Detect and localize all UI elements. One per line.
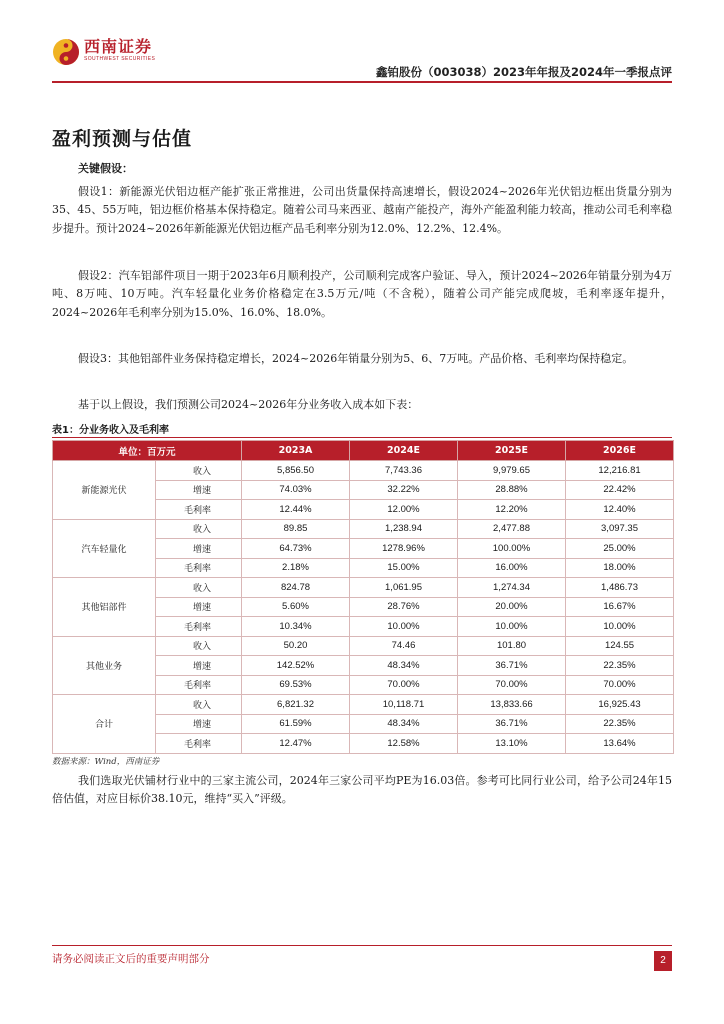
table-cell: 22.35% (566, 656, 674, 676)
table-cell: 28.76% (350, 597, 458, 617)
table-cell: 7,743.36 (350, 461, 458, 481)
metric-label: 增速 (156, 480, 242, 500)
table-row (53, 695, 674, 715)
table-cell: 124.55 (566, 636, 674, 656)
table-row (53, 461, 674, 481)
metric-label: 毛利率 (156, 500, 242, 520)
table-cell: 12.40% (566, 500, 674, 520)
table-row (53, 519, 674, 539)
table-row (53, 636, 674, 656)
header-divider (52, 81, 672, 83)
table-cell: 32.22% (350, 480, 458, 500)
segment-name: 合计 (53, 695, 156, 754)
metric-label: 收入 (156, 636, 242, 656)
metric-label: 增速 (156, 597, 242, 617)
table-cell: 13.10% (458, 734, 566, 754)
table-cell: 48.34% (350, 714, 458, 734)
logo-emblem-icon (52, 38, 80, 66)
table-cell: 18.00% (566, 558, 674, 578)
logo-english-name: SOUTHWEST SECURITIES (84, 56, 156, 62)
table-cell: 3,097.35 (566, 519, 674, 539)
table-cell: 9,979.65 (458, 461, 566, 481)
table-cell: 6,821.32 (242, 695, 350, 715)
table-cell: 5,856.50 (242, 461, 350, 481)
metric-label: 增速 (156, 714, 242, 734)
table-cell: 10,118.71 (350, 695, 458, 715)
column-header: 2026E (566, 441, 674, 461)
assumption-2-paragraph: 假设2：汽车铝部件项目一期于2023年6月顺利投产，公司顺利完成客户验证、导入，预计2024~2026年销量分别为4万吨、8万吨、10万吨。汽车轻量化业务价格稳定在3.5万元/吨（不含税），随着公司产能完成爬坡，毛利率逐年提升，2024~2026年毛利率分别为15.0%、16.0%、18.0%。 (52, 269, 672, 319)
column-header: 2023A (242, 441, 350, 461)
table-cell: 142.52% (242, 656, 350, 676)
table-cell: 12,216.81 (566, 461, 674, 481)
table-cell: 101.80 (458, 636, 566, 656)
metric-label: 增速 (156, 656, 242, 676)
table-cell: 12.00% (350, 500, 458, 520)
metric-label: 毛利率 (156, 558, 242, 578)
table-cell: 824.78 (242, 578, 350, 598)
table-cell: 36.71% (458, 656, 566, 676)
table-cell: 70.00% (350, 675, 458, 695)
table-cell: 48.34% (350, 656, 458, 676)
table-cell: 12.44% (242, 500, 350, 520)
page-number: 2 (654, 951, 672, 971)
table-cell: 1,486.73 (566, 578, 674, 598)
table-cell: 100.00% (458, 539, 566, 559)
metric-label: 收入 (156, 461, 242, 481)
table-title: 表1：分业务收入及毛利率 (52, 425, 169, 436)
report-title: 鑫铂股份（003038）2023年年报及2024年一季报点评 (375, 65, 672, 79)
table-cell: 12.20% (458, 500, 566, 520)
table-cell: 13,833.66 (458, 695, 566, 715)
metric-label: 收入 (156, 578, 242, 598)
table-cell: 74.46 (350, 636, 458, 656)
table-cell: 74.03% (242, 480, 350, 500)
metric-label: 毛利率 (156, 617, 242, 637)
assumption-3-paragraph: 假设3：其他铝部件业务保持稳定增长，2024~2026年销量分别为5、6、7万吨。产品价格、毛利率均保持稳定。 (78, 352, 634, 365)
section-title: 盈利预测与估值 (52, 128, 193, 150)
metric-label: 增速 (156, 539, 242, 559)
table-cell: 1,238.94 (350, 519, 458, 539)
table-cell: 12.47% (242, 734, 350, 754)
table-header-row (53, 441, 674, 461)
table-cell: 5.60% (242, 597, 350, 617)
unit-header: 单位：百万元 (53, 441, 242, 461)
table-cell: 12.58% (350, 734, 458, 754)
footer-disclaimer: 请务必阅读正文后的重要声明部分 (52, 953, 210, 965)
table-cell: 22.35% (566, 714, 674, 734)
table-cell: 2.18% (242, 558, 350, 578)
table-cell: 15.00% (350, 558, 458, 578)
table-cell: 36.71% (458, 714, 566, 734)
table-cell: 69.53% (242, 675, 350, 695)
table-cell: 28.88% (458, 480, 566, 500)
table-cell: 1278.96% (350, 539, 458, 559)
table-cell: 64.73% (242, 539, 350, 559)
table-cell: 13.64% (566, 734, 674, 754)
segment-name: 其他业务 (53, 636, 156, 695)
table-cell: 16,925.43 (566, 695, 674, 715)
page-header (52, 38, 672, 82)
table-cell: 22.42% (566, 480, 674, 500)
table-cell: 1,274.34 (458, 578, 566, 598)
column-header: 2024E (350, 441, 458, 461)
assumption-1-paragraph: 假设1：新能源光伏铝边框产能扩张正常推进，公司出货量保持高速增长，假设2024~2026年光伏铝边框出货量分别为35、45、55万吨，铝边框价格基本保持稳定。随着公司马来西亚、越南产能投产，海外产能盈利能力较高，推动公司毛利率稳步提升。预计2024~2026年新能源光伏铝边框产品毛利率分别为12.0%、12.2%、12.4%。 (52, 185, 672, 235)
data-source-note: 数据来源：Wind，西南证券 (52, 757, 160, 767)
table-cell: 89.85 (242, 519, 350, 539)
key-assumptions-label: 关键假设： (78, 162, 133, 175)
table-cell: 20.00% (458, 597, 566, 617)
company-logo (52, 38, 155, 66)
table-cell: 16.00% (458, 558, 566, 578)
footer-divider (52, 945, 672, 946)
table-cell: 50.20 (242, 636, 350, 656)
table-cell: 70.00% (458, 675, 566, 695)
column-header: 2025E (458, 441, 566, 461)
table-cell: 2,477.88 (458, 519, 566, 539)
revenue-margin-table (52, 440, 674, 754)
metric-label: 毛利率 (156, 734, 242, 754)
metric-label: 收入 (156, 695, 242, 715)
segment-name: 新能源光伏 (53, 461, 156, 520)
segment-name: 其他铝部件 (53, 578, 156, 637)
table-cell: 1,061.95 (350, 578, 458, 598)
table-cell: 70.00% (566, 675, 674, 695)
table-cell: 16.67% (566, 597, 674, 617)
segment-name: 汽车轻量化 (53, 519, 156, 578)
table-cell: 10.00% (566, 617, 674, 637)
table-cell: 25.00% (566, 539, 674, 559)
logo-chinese-name: 西南证券 (84, 37, 153, 56)
metric-label: 收入 (156, 519, 242, 539)
table-row (53, 578, 674, 598)
table-cell: 10.00% (458, 617, 566, 637)
table-intro-paragraph: 基于以上假设，我们预测公司2024~2026年分业务收入成本如下表： (78, 398, 419, 411)
table-cell: 61.59% (242, 714, 350, 734)
table-cell: 10.34% (242, 617, 350, 637)
table-cell: 10.00% (350, 617, 458, 637)
metric-label: 毛利率 (156, 675, 242, 695)
valuation-paragraph: 我们选取光伏铺材行业中的三家主流公司，2024年三家公司平均PE为16.03倍。参考可比同行业公司，给予公司24年15倍估值，对应目标价38.10元，维持“买入”评级。 (52, 774, 672, 806)
table-top-rule (52, 437, 672, 438)
